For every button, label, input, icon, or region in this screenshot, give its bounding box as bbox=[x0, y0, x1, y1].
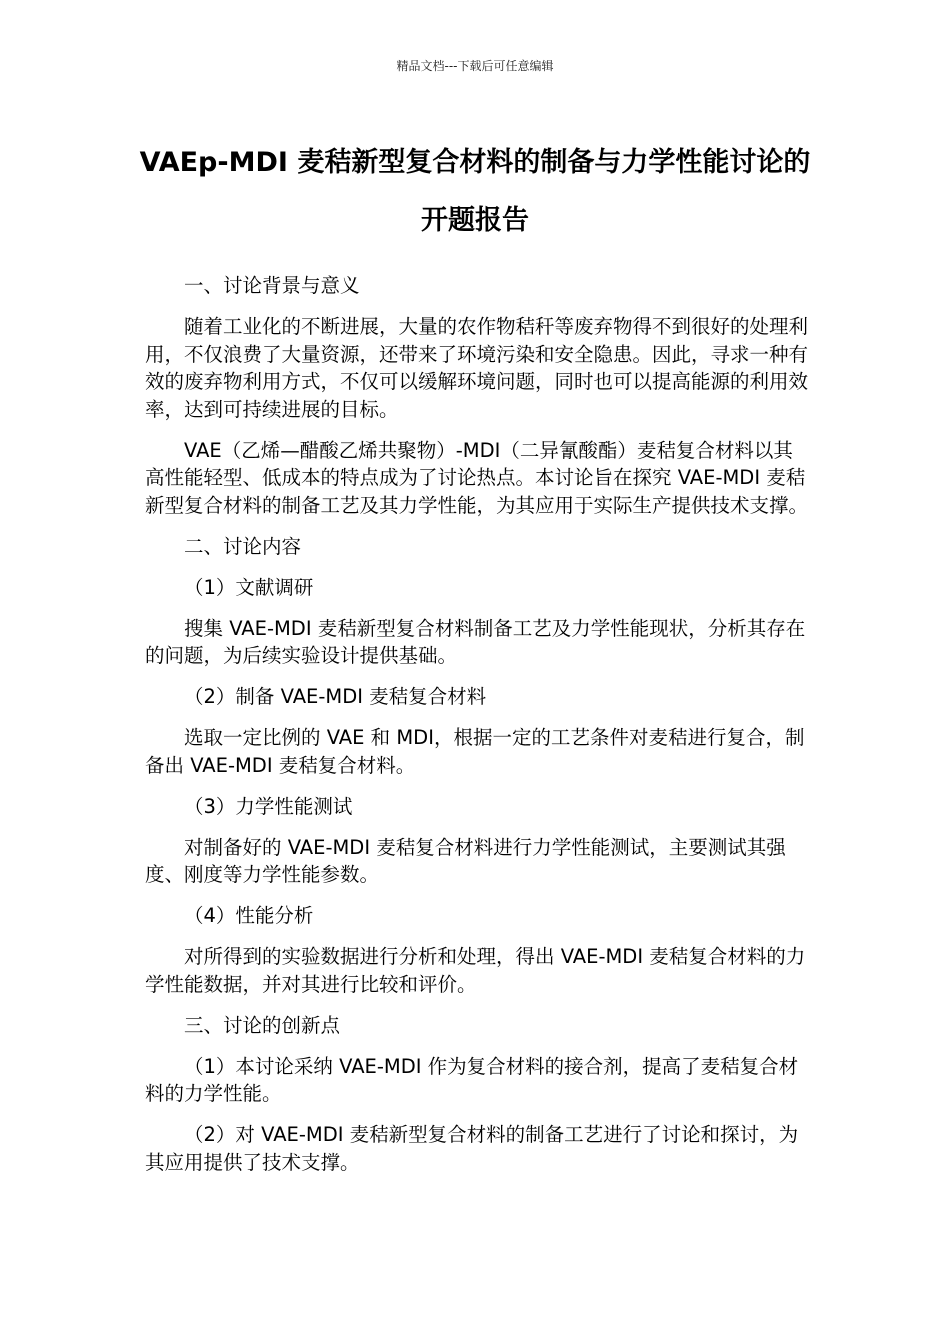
section-heading-innovation: 三、讨论的创新点 bbox=[184, 1013, 341, 1037]
section-heading-content: 二、讨论内容 bbox=[184, 534, 302, 558]
innovation-item-2: （2）对 VAE-MDI 麦秸新型复合材料的制备工艺进行了讨论和探讨，为其应用提供了技术支撑。 bbox=[145, 1123, 799, 1174]
paragraph-background-2: VAE（乙烯—醋酸乙烯共聚物）-MDI（二异氰酸酯）麦秸复合材料以其高性能轻型、低成本的特点成为了讨论热点。本讨论旨在探究 VAE-MDI 麦秸新型复合材料的制备工艺及其力学性能，为其应用于实际生产提供技术支撑。 bbox=[145, 438, 809, 517]
section-heading-background: 一、讨论背景与意义 bbox=[184, 274, 360, 297]
item-body-literature: 搜集 VAE-MDI 麦秸新型复合材料制备工艺及力学性能现状，分析其存在的问题，为后续实验设计提供基础。 bbox=[145, 616, 806, 667]
item-title-analysis: （4）性能分析 bbox=[184, 904, 314, 927]
document-body bbox=[145, 272, 810, 1190]
item-title-preparation: （2）制备 VAE-MDI 麦秸复合材料 bbox=[184, 685, 487, 708]
innovation-item-1: （1）本讨论采纳 VAE-MDI 作为复合材料的接合剂，提高了麦秸复合材料的力学性能。 bbox=[145, 1054, 799, 1105]
item-title-testing: （3）力学性能测试 bbox=[184, 794, 353, 818]
header-note: 精品文档---下载后可任意编辑 bbox=[396, 59, 554, 73]
document-title: VAEp-MDI 麦秸新型复合材料的制备与力学性能讨论的开题报告 bbox=[139, 147, 811, 236]
item-body-preparation: 选取一定比例的 VAE 和 MDI，根据一定的工艺条件对麦秸进行复合，制备出 VAE-MDI 麦秸复合材料。 bbox=[145, 726, 805, 777]
item-body-analysis: 对所得到的实验数据进行分析和处理，得出 VAE-MDI 麦秸复合材料的力学性能数据，并对其进行比较和评价。 bbox=[145, 945, 806, 996]
paragraph-background-1: 随着工业化的不断进展，大量的农作物秸秆等废弃物得不到很好的处理利用，不仅浪费了大量资源，还带来了环境污染和安全隐患。因此，寻求一种有效的废弃物利用方式，不仅可以缓解环境问题，同时也可以提高能源的利用效率，达到可持续进展的目标。 bbox=[145, 315, 809, 421]
item-body-testing: 对制备好的 VAE-MDI 麦秸复合材料进行力学性能测试，主要测试其强度、刚度等力学性能参数。 bbox=[145, 835, 786, 886]
item-title-literature: （1）文献调研 bbox=[184, 575, 314, 599]
